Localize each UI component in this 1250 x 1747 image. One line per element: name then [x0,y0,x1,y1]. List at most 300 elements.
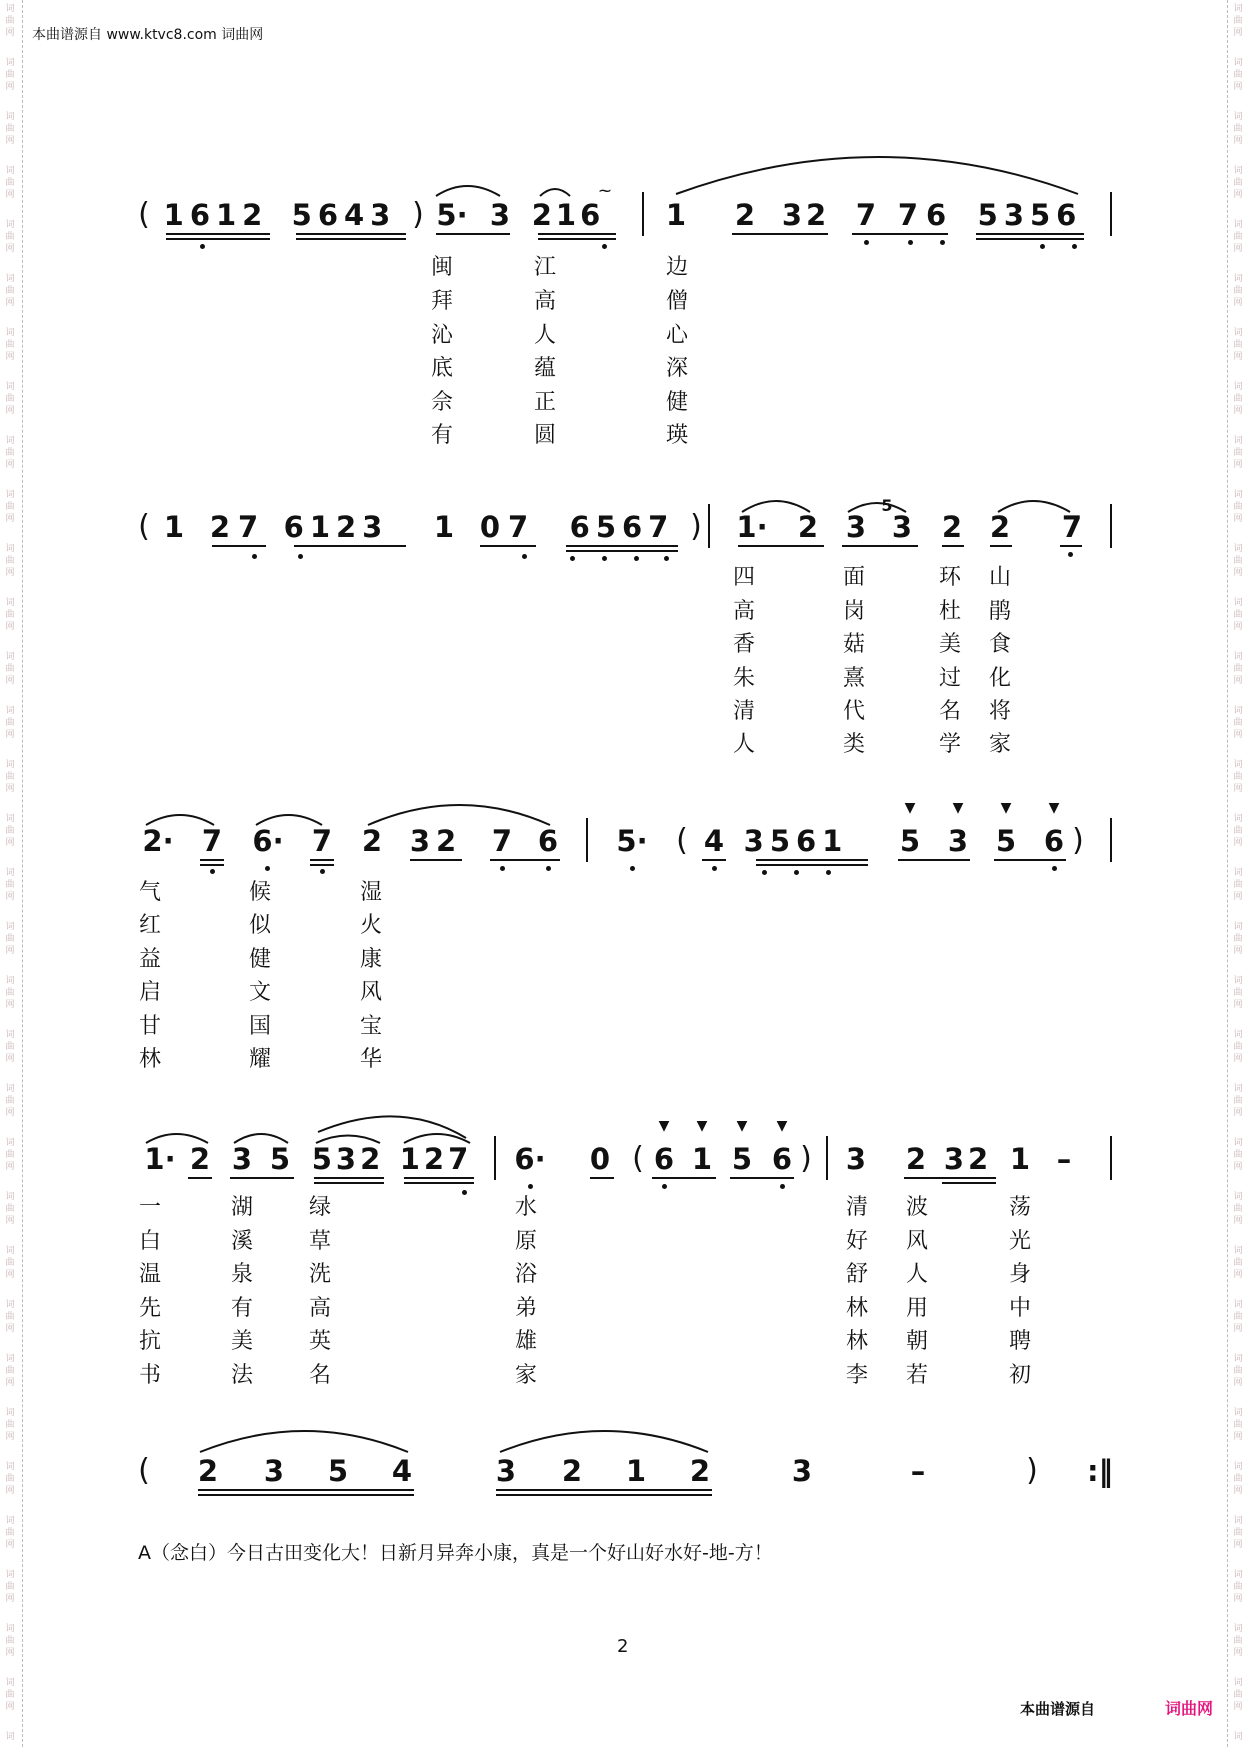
watermark-glyph: 网 [1233,1432,1243,1442]
note-group: 32 [943,1142,993,1176]
lyric: 雄 [514,1329,538,1354]
watermark-glyph: 网 [1233,730,1243,740]
barline [1110,192,1112,236]
note: 3 [891,510,913,544]
watermark-glyph: 曲 [1233,1474,1243,1484]
lyric: 香 [732,632,756,657]
watermark-glyph: 网 [5,190,15,200]
underline [310,864,334,866]
note: 1· [736,510,768,544]
watermark-glyph: 词 [1233,1570,1243,1580]
watermark-glyph: 曲 [5,178,15,188]
watermark-glyph: 词 [1233,706,1243,716]
lyric: 草 [308,1229,332,1254]
lyric: 高 [732,599,756,624]
note-group: 1612 [163,198,269,232]
watermark-glyph: 网 [5,622,15,632]
barline [642,192,644,236]
paren-open: ( [138,197,150,232]
underline [404,1182,474,1184]
watermark-glyph: 网 [1233,28,1243,38]
watermark-glyph: 词 [1233,868,1243,878]
lyric: 耀 [248,1047,272,1072]
underline [200,859,224,861]
underline [652,1177,716,1179]
note: 7 [1061,510,1083,544]
slur [200,1431,408,1452]
watermark-glyph: 曲 [5,340,15,350]
note: 5 [327,1454,349,1488]
watermark-glyph: 词 [5,490,15,500]
watermark-glyph: 网 [1233,1648,1243,1658]
watermark-glyph: 网 [1233,1000,1243,1010]
watermark-glyph: 词 [5,58,15,68]
underline [410,859,462,861]
watermark-glyph: 词 [5,220,15,230]
underline [198,1489,414,1491]
watermark-glyph: 网 [1233,514,1243,524]
lyric: 鹃 [988,599,1012,624]
watermark-glyph: 曲 [5,394,15,404]
note-group: 532 [311,1142,385,1176]
watermark-glyph: 曲 [1233,232,1243,242]
note-group: 127 [399,1142,473,1176]
lyric: 朝 [905,1329,929,1354]
low-dot [500,866,505,871]
underline [990,545,1012,547]
watermark-glyph: 网 [5,244,15,254]
watermark-glyph: 词 [1233,382,1243,392]
slur [368,805,550,825]
watermark-glyph: 曲 [1233,988,1243,998]
underline [198,1494,414,1496]
note: 2 [734,198,756,232]
low-dot [712,866,717,871]
watermark-glyph: 曲 [1233,826,1243,836]
note: 5 [269,1142,291,1176]
watermark-glyph: 词 [1233,922,1243,932]
watermark-glyph: 词 [5,598,15,608]
paren-open: ( [676,823,688,858]
watermark-glyph: 网 [5,838,15,848]
underline [732,233,828,235]
watermark-glyph: 曲 [5,286,15,296]
lyric: 心 [665,323,689,348]
paren-open: ( [632,1141,644,1176]
watermark-glyph: 曲 [1233,1150,1243,1160]
lyric: 身 [1008,1262,1032,1287]
watermark-glyph: 网 [1233,1108,1243,1118]
watermark-glyph: 网 [1233,406,1243,416]
watermark-glyph: 词 [1233,760,1243,770]
lyric: 人 [905,1262,929,1287]
watermark-glyph: 网 [1233,1378,1243,1388]
underline [166,233,270,235]
watermark-glyph: 曲 [5,610,15,620]
watermark-glyph: 网 [5,406,15,416]
watermark-glyph: 词 [1233,1138,1243,1148]
watermark-glyph: 曲 [1233,1096,1243,1106]
barline [1110,1136,1112,1180]
watermark-glyph: 词 [5,922,15,932]
lyric: 高 [308,1296,332,1321]
lyric: 圆 [533,423,557,448]
note: 2 [905,1142,927,1176]
watermark-glyph: 网 [1233,1486,1243,1496]
note: 6 [537,824,559,858]
lyric: 瑛 [665,423,689,448]
source-header: 本曲谱源自 www.ktvc8.com 词曲网 [32,27,264,43]
low-dot [265,866,270,871]
watermark-glyph: 网 [5,784,15,794]
watermark-glyph: 词 [1233,1462,1243,1472]
lyric: 林 [138,1047,162,1072]
watermark-glyph: 词 [5,976,15,986]
note: 2 [189,1142,211,1176]
note: 4 [703,824,725,858]
watermark-glyph: 词 [1233,58,1243,68]
lyric: 好 [845,1229,869,1254]
watermark-glyph: 网 [1233,1270,1243,1280]
watermark-glyph: 词 [5,382,15,392]
watermark-glyph: 网 [1233,298,1243,308]
underline [166,238,270,240]
note: 7 [201,824,223,858]
watermark-glyph: 词 [5,1084,15,1094]
watermark-glyph: 曲 [1233,610,1243,620]
note: 5· [616,824,648,858]
low-dot [762,870,767,875]
lyric: 化 [988,666,1012,691]
note: 1 [665,198,687,232]
watermark-glyph: 曲 [5,1582,15,1592]
lyric: 光 [1008,1229,1032,1254]
watermark-glyph: 词 [5,544,15,554]
note: 1· [144,1142,176,1176]
underline [898,859,970,861]
watermark-glyph: 词 [1233,652,1243,662]
note: 3 [845,1142,867,1176]
watermark-glyph: 网 [1233,622,1243,632]
note: 3 [263,1454,285,1488]
footer-site-logo: 词曲网 [1165,1699,1214,1718]
watermark-glyph: 网 [1233,1540,1243,1550]
note: 5· [436,198,468,232]
lyric: 环 [938,565,962,590]
note: 2 [561,1454,583,1488]
paren-close: ) [800,1141,812,1176]
low-dot [1068,552,1073,557]
watermark-glyph: 曲 [1233,124,1243,134]
watermark-glyph: 网 [1233,1324,1243,1334]
watermark-glyph: 网 [5,1108,15,1118]
watermark-glyph: 词 [1233,490,1243,500]
watermark-glyph: 词 [1233,976,1243,986]
underline [566,550,678,552]
low-dot [664,556,669,561]
note-group: 32 [781,198,831,232]
lyric: 清 [732,699,756,724]
watermark-glyph: 网 [1233,1216,1243,1226]
watermark-glyph: 网 [1233,676,1243,686]
watermark-glyph: 词 [5,1030,15,1040]
lyric: 一 [138,1195,162,1220]
watermark-glyph: 曲 [5,1096,15,1106]
watermark-glyph: 曲 [1233,340,1243,350]
lyric: 类 [842,732,866,757]
lyric: 初 [1008,1363,1032,1388]
watermark-glyph: 曲 [5,1474,15,1484]
watermark-glyph: 网 [5,1378,15,1388]
watermark-glyph: 网 [5,676,15,686]
note: 3 [495,1454,517,1488]
watermark-glyph: 词 [5,1300,15,1310]
lyric: 文 [248,980,272,1005]
watermark-glyph: 词 [5,1246,15,1256]
underline [904,1177,996,1179]
watermark-glyph: 曲 [5,772,15,782]
lyric: 人 [732,732,756,757]
watermark-glyph: 曲 [1233,1312,1243,1322]
watermark-glyph: 曲 [5,124,15,134]
watermark-glyph: 曲 [5,502,15,512]
lyric: 拜 [430,289,454,314]
watermark-glyph: 网 [5,1054,15,1064]
lyric: 健 [248,947,272,972]
watermark-glyph: 网 [5,730,15,740]
lyric: 岗 [842,599,866,624]
watermark-glyph: 曲 [1233,880,1243,890]
note: 6· [514,1142,546,1176]
lyric: 深 [665,356,689,381]
note: 6 [771,1142,793,1176]
recitation-text: A（念白）今日古田变化大！日新月异奔小康，真是一个好山好水好-地-方！ [138,1542,773,1564]
low-dot [1052,866,1057,871]
watermark-glyph: 曲 [5,1636,15,1646]
watermark-glyph: 网 [1233,190,1243,200]
mordent-mark: ⁓ [599,184,611,198]
watermark-glyph: 曲 [1233,556,1243,566]
watermark-glyph: 曲 [5,70,15,80]
watermark-glyph: 曲 [5,1204,15,1214]
watermark-glyph: 词 [5,652,15,662]
watermark-glyph: 词 [1233,1030,1243,1040]
lyric: 清 [845,1195,869,1220]
underline [310,859,334,861]
lyric: 山 [988,565,1012,590]
accent-mark: ▼ [904,800,916,816]
lyric: 正 [533,390,557,415]
lyric: 风 [359,980,383,1005]
watermark-glyph: 网 [5,946,15,956]
watermark-glyph: 曲 [5,232,15,242]
watermark-glyph: 曲 [1233,1366,1243,1376]
watermark-glyph: 网 [5,568,15,578]
slur [500,1431,708,1452]
watermark-glyph: 曲 [1233,934,1243,944]
lyric: 熹 [842,666,866,691]
watermark-glyph: 词 [1233,1516,1243,1526]
lyric: 底 [430,356,454,381]
watermark-glyph: 词 [5,1570,15,1580]
watermark-glyph: 网 [5,1432,15,1442]
note: 1 [163,510,185,544]
lyric: 家 [988,732,1012,757]
lyric: 湿 [359,880,383,905]
underline [590,1177,614,1179]
note: 2· [142,824,174,858]
low-dot [298,554,303,559]
note: 3 [489,198,511,232]
watermark-glyph: 曲 [5,556,15,566]
note: 1 [1009,1142,1031,1176]
lyric: 食 [988,632,1012,657]
low-dot [662,1184,667,1189]
watermark-glyph: 曲 [5,988,15,998]
underline [496,1489,712,1491]
barline [586,818,588,862]
low-dot [940,240,945,245]
watermark-glyph: 网 [1233,1162,1243,1172]
lyric: 华 [359,1047,383,1072]
watermark-glyph: 网 [1233,838,1243,848]
lyric: 浴 [514,1262,538,1287]
lyric: 泉 [230,1262,254,1287]
watermark-glyph: 曲 [5,16,15,26]
underline [976,233,1084,235]
accent-mark: ▼ [696,1118,708,1134]
accent-mark: ▼ [952,800,964,816]
watermark-glyph: 曲 [1233,1690,1243,1700]
lyric: 湖 [230,1195,254,1220]
lyric: 抗 [138,1329,162,1354]
low-dot [570,556,575,561]
lyric: 人 [533,323,557,348]
watermark-glyph: 词 [5,1462,15,1472]
footer-source-label: 本曲谱源自 [1020,1700,1096,1718]
watermark-glyph: 网 [5,460,15,470]
underline [296,233,406,235]
watermark-glyph: 网 [5,1648,15,1658]
note-group: 6123 [283,510,389,544]
lyric: 法 [230,1363,254,1388]
low-dot [794,870,799,875]
lyric: 水 [514,1195,538,1220]
watermark-glyph: 网 [5,298,15,308]
low-dot [602,244,607,249]
repeat-sign: :‖ [1086,1454,1114,1488]
watermark-glyph: 网 [1233,892,1243,902]
note-group: 5356 [977,198,1083,232]
barline [1110,818,1112,862]
watermark-glyph: 曲 [1233,772,1243,782]
watermark-glyph: 网 [1233,136,1243,146]
watermark-glyph: 曲 [1233,70,1243,80]
underline [480,545,536,547]
lyric: 启 [138,980,162,1005]
watermark-glyph: 词 [5,1678,15,1688]
watermark-glyph: 网 [1233,1594,1243,1604]
watermark-glyph: 词 [1233,598,1243,608]
lyric: 火 [359,913,383,938]
watermark-glyph: 词 [1233,1732,1243,1742]
note: 2 [941,510,963,544]
lyric: 风 [905,1229,929,1254]
lyric: 似 [248,913,272,938]
watermark-glyph: 词 [5,274,15,284]
underline [942,1182,996,1184]
watermark-glyph: 词 [1233,166,1243,176]
watermark-glyph: 词 [5,1732,15,1742]
low-dot [462,1190,467,1195]
lyric: 家 [514,1363,538,1388]
watermark-glyph: 曲 [5,880,15,890]
note: 1 [433,510,455,544]
note: 5 [731,1142,753,1176]
lyric: 聘 [1008,1329,1032,1354]
paren-close: ) [1072,823,1084,858]
lyric: 若 [905,1363,929,1388]
watermark-glyph: 网 [1233,784,1243,794]
low-dot [864,240,869,245]
lyric: 僧 [665,289,689,314]
barline [1110,504,1112,548]
watermark-glyph: 曲 [5,1528,15,1538]
paren-open: ( [138,1453,150,1488]
watermark-glyph: 网 [1233,244,1243,254]
note: 4 [391,1454,413,1488]
watermark-glyph: 词 [1233,436,1243,446]
watermark-glyph: 曲 [5,1312,15,1322]
watermark-glyph: 词 [5,112,15,122]
watermark-glyph: 曲 [1233,1420,1243,1430]
note: 1 [691,1142,713,1176]
underline [702,859,726,861]
underline [756,859,868,861]
watermark-glyph: 曲 [1233,664,1243,674]
slur [436,186,500,196]
lyric: 代 [842,699,866,724]
underline [538,233,616,235]
watermark-glyph: 网 [5,1216,15,1226]
rest-dash: – [910,1454,926,1488]
note: 7 [311,824,333,858]
lyric: 美 [230,1329,254,1354]
lyric: 名 [938,699,962,724]
watermark-glyph: 网 [5,892,15,902]
underline [490,859,560,861]
watermark-glyph: 网 [5,1270,15,1280]
lyric: 英 [308,1329,332,1354]
watermark-glyph: 网 [5,1324,15,1334]
barline [826,1136,828,1180]
low-dot [602,556,607,561]
watermark-glyph: 词 [5,4,15,14]
underline [314,1177,384,1179]
watermark-glyph: 网 [5,136,15,146]
watermark-glyph: 曲 [5,448,15,458]
lyric: 先 [138,1296,162,1321]
note-group: 5643 [291,198,397,232]
lyric: 绿 [308,1195,332,1220]
underline [730,1177,794,1179]
low-dot [780,1184,785,1189]
barline [494,1136,496,1180]
accent-mark: ▼ [736,1118,748,1134]
underline [404,1177,474,1179]
watermark-glyph: 曲 [5,1042,15,1052]
lyric: 候 [248,880,272,905]
